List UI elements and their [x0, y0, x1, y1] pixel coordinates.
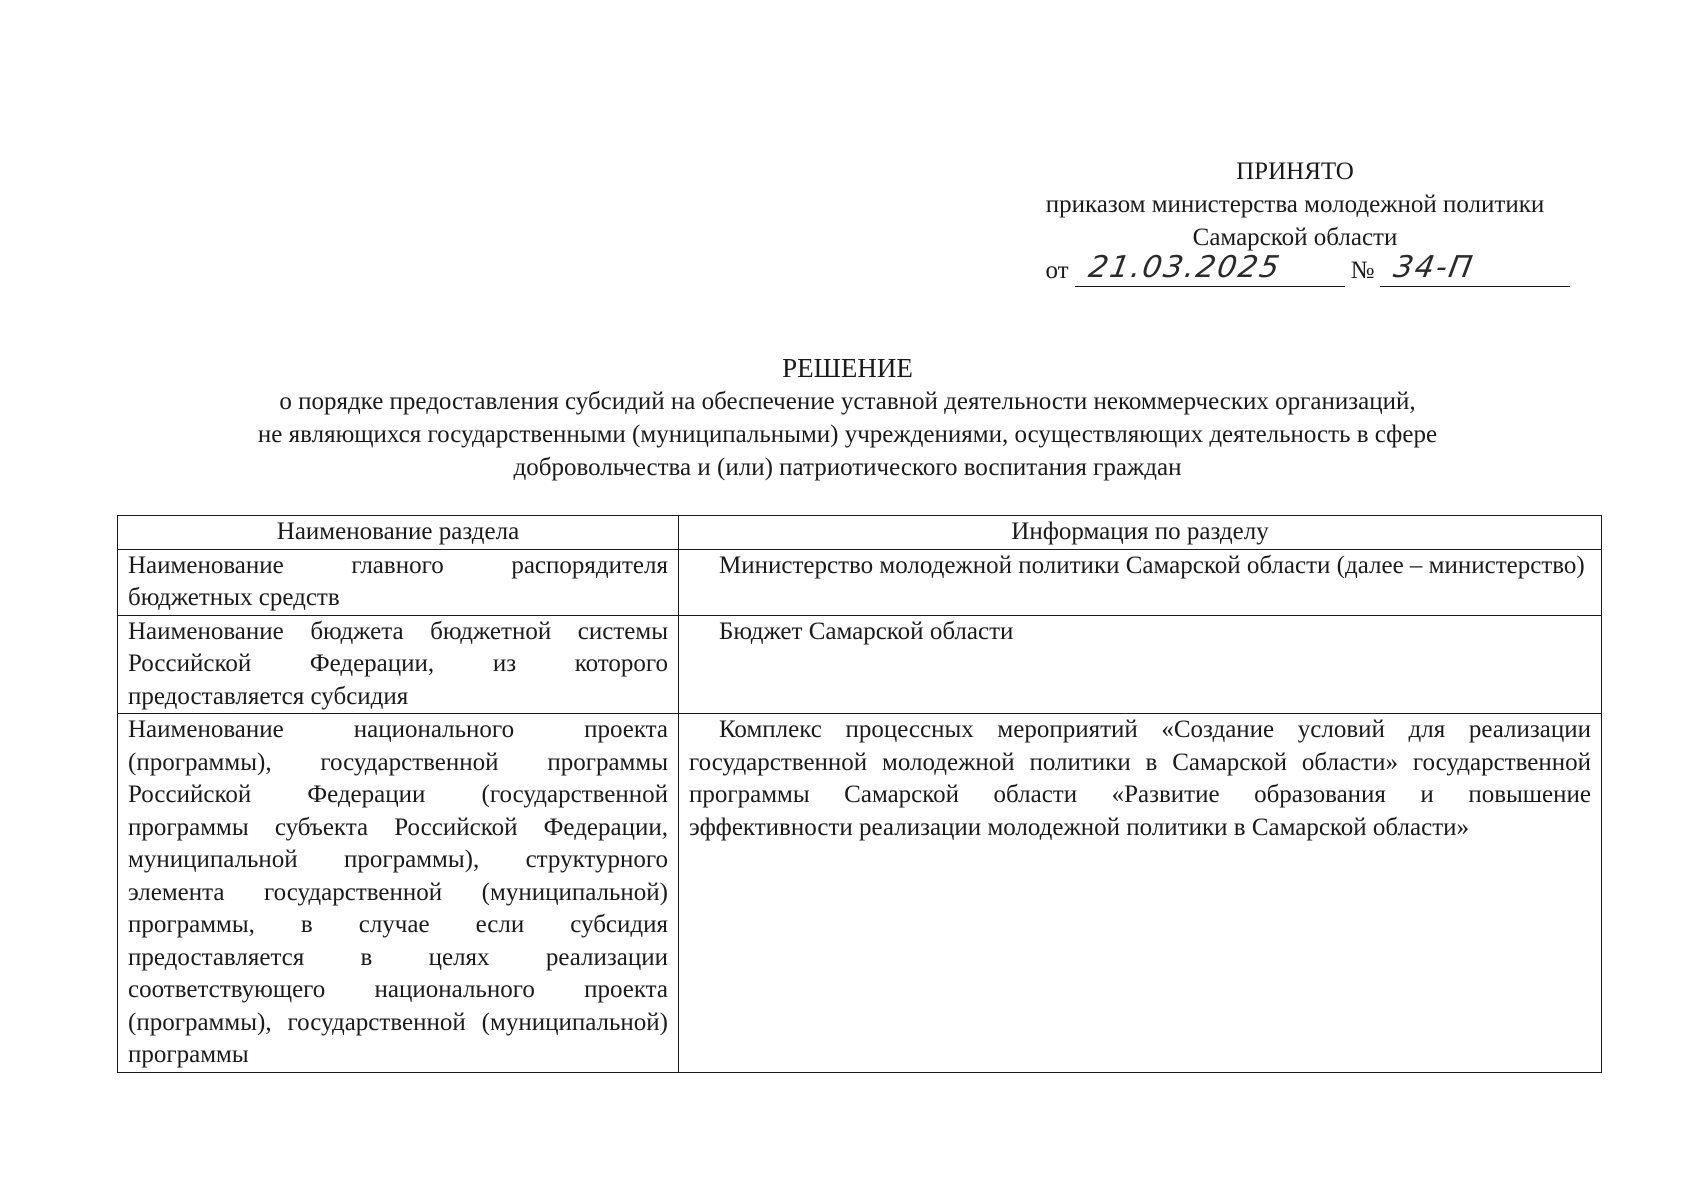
handwritten-date: 21.03.2025 [1085, 250, 1284, 285]
decision-subtitle-line-3: добровольчества и (или) патриотического воспитания граждан [513, 454, 1182, 481]
approval-block [980, 155, 1610, 287]
header-section-name: Наименование раздела [118, 516, 679, 550]
approval-accepted: ПРИНЯТО [1236, 158, 1354, 185]
date-field [1075, 250, 1345, 287]
row-1-info: Министерство молодежной политики Самарской области (далее – министерство) [679, 549, 1602, 615]
table-header-row [118, 516, 1602, 550]
approval-line-1: приказом министерства молодежной политики [1045, 191, 1545, 218]
decision-subtitle-line-1: о порядке предоставления субсидий на обеспечение уставной деятельности некоммерческих организаций, [279, 388, 1416, 415]
row-2-info: Бюджет Самарской области [679, 615, 1602, 714]
from-label: от [1045, 257, 1069, 284]
sections-table [117, 515, 1602, 1073]
row-3-name: Наименование национального проекта (программы), государственной программы Российской Федерации (государственной программы субъекта Российской Федерации, муниципальной программы), структурного элемента государственной (муниципальной) программы, в случае если субсидия предоставляется в целях реализации соответствующего национального проекта (программы), государственной (муниципальной) программы [118, 714, 679, 1073]
header-section-info: Информация по разделу [679, 516, 1602, 550]
handwritten-number: 34-П [1391, 250, 1478, 285]
decision-title: РЕШЕНИЕ [782, 353, 913, 383]
table-row [118, 615, 1602, 714]
decision-subtitle-line-2: не являющихся государственными (муниципальными) учреждениями, осуществляющих деятельность в сфере [257, 421, 1438, 448]
table-row [118, 549, 1602, 615]
approval-line-2: Самарской области [1192, 224, 1398, 251]
number-field [1380, 250, 1570, 287]
number-label: № [1350, 257, 1375, 284]
row-1-name: Наименование главного распорядителя бюджетных средств [118, 549, 679, 615]
approval-date-row [1000, 250, 1610, 287]
row-2-name: Наименование бюджета бюджетной системы Российской Федерации, из которого предоставляется субсидия [118, 615, 679, 714]
table-row [118, 714, 1602, 1073]
decision-heading [100, 352, 1595, 484]
row-3-info: Комплекс процессных мероприятий «Создание условий для реализации государственной молодежной политики в Самарской области» государственной программы Самарской области «Развитие образования и повышение эффективности реализации молодежной политики в Самарской области» [679, 714, 1602, 1073]
